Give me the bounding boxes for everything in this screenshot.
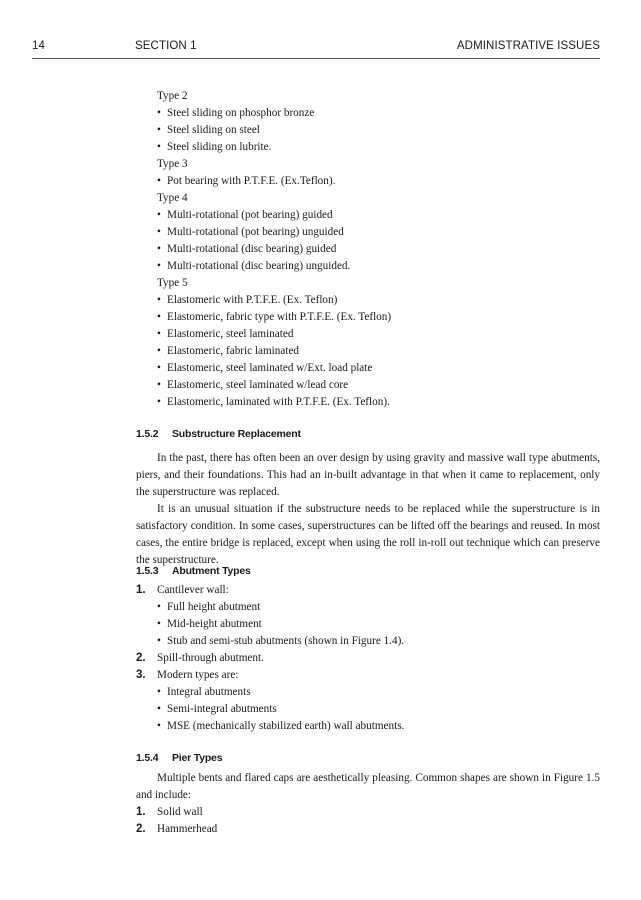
section-number: 1.5.2 xyxy=(136,428,159,440)
bullet-icon: • xyxy=(157,311,161,323)
bullet-icon: • xyxy=(157,635,161,647)
list-number: 2. xyxy=(136,823,146,835)
type-heading: Type 5 xyxy=(157,277,188,289)
list-number: 1. xyxy=(136,806,146,818)
numbered-item: Modern types are: xyxy=(157,669,239,681)
bullet-icon: • xyxy=(157,601,161,613)
list-item: Steel sliding on steel xyxy=(167,124,260,136)
list-item: Elastomeric, steel laminated w/Ext. load plate xyxy=(167,362,373,374)
bullet-icon: • xyxy=(157,209,161,221)
list-item: Elastomeric, steel laminated xyxy=(167,328,294,340)
section-title: Substructure Replacement xyxy=(172,428,301,440)
section-label: SECTION 1 xyxy=(135,40,197,52)
header-rule xyxy=(32,58,600,59)
list-number: 3. xyxy=(136,669,146,681)
bullet-icon: • xyxy=(157,703,161,715)
bullet-icon: • xyxy=(157,328,161,340)
bullet-icon: • xyxy=(157,226,161,238)
numbered-item: Spill-through abutment. xyxy=(157,652,264,664)
list-item: Steel sliding on lubrite. xyxy=(167,141,272,153)
bullet-icon: • xyxy=(157,686,161,698)
type-heading: Type 2 xyxy=(157,90,188,102)
bullet-icon: • xyxy=(157,175,161,187)
paragraph-text: It is an unusual situation if the substructure needs to be replaced while the superstructure is in satisfactory condition. In some cases, superstructures can be lifted off the bearings and reused. In most cases, the entire bridge is replaced, except when using the roll in-roll out technique which can preserve the superstructure. xyxy=(136,503,600,566)
running-header xyxy=(32,40,600,58)
bullet-icon: • xyxy=(157,362,161,374)
list-item: Pot bearing with P.T.F.E. (Ex.Teflon). xyxy=(167,175,336,187)
list-item: Elastomeric, laminated with P.T.F.E. (Ex. Teflon). xyxy=(167,396,390,408)
bullet-icon: • xyxy=(157,618,161,630)
list-item: Elastomeric, fabric type with P.T.F.E. (Ex. Teflon) xyxy=(167,311,392,323)
paragraph xyxy=(136,501,600,569)
list-number: 1. xyxy=(136,584,146,596)
list-item: Semi-integral abutments xyxy=(167,703,277,715)
list-item: Integral abutments xyxy=(167,686,251,698)
bullet-icon: • xyxy=(157,243,161,255)
list-number: 2. xyxy=(136,652,146,664)
section-title: Abutment Types xyxy=(172,565,251,577)
list-item: MSE (mechanically stabilized earth) wall abutments. xyxy=(167,720,405,732)
list-item: Mid-height abutment xyxy=(167,618,262,630)
list-item: Multi-rotational (pot bearing) guided xyxy=(167,209,333,221)
paragraph-text: In the past, there has often been an over design by using gravity and massive wall type abutments, piers, and their foundations. This had an in-built advantage in that when it came to replacement, only the superstructure was replaced. xyxy=(136,452,600,498)
bullet-icon: • xyxy=(157,396,161,408)
paragraph-text: Multiple bents and flared caps are aesthetically pleasing. Common shapes are shown in Figure 1.5 and include: xyxy=(136,772,600,801)
list-item: Stub and semi-stub abutments (shown in Figure 1.4). xyxy=(167,635,405,647)
section-title: Pier Types xyxy=(172,752,223,764)
section-number: 1.5.4 xyxy=(136,752,159,764)
numbered-item: Hammerhead xyxy=(157,823,218,835)
section-heading-1-5-3 xyxy=(136,565,251,577)
page-number: 14 xyxy=(32,40,45,52)
bullet-icon: • xyxy=(157,379,161,391)
numbered-item: Cantilever wall: xyxy=(157,584,229,596)
bullet-icon: • xyxy=(157,720,161,732)
paragraph xyxy=(136,450,600,501)
bullet-icon: • xyxy=(157,294,161,306)
chapter-title: ADMINISTRATIVE ISSUES xyxy=(456,40,600,52)
list-item: Multi-rotational (pot bearing) unguided xyxy=(167,226,344,238)
list-item: Multi-rotational (disc bearing) unguided. xyxy=(167,260,351,272)
section-heading-1-5-4 xyxy=(136,752,222,764)
type-heading: Type 3 xyxy=(157,158,188,170)
list-item: Steel sliding on phosphor bronze xyxy=(167,107,315,119)
bullet-icon: • xyxy=(157,107,161,119)
list-item: Elastomeric with P.T.F.E. (Ex. Teflon) xyxy=(167,294,338,306)
list-item: Elastomeric, fabric laminated xyxy=(167,345,300,357)
bullet-icon: • xyxy=(157,345,161,357)
paragraph xyxy=(136,770,600,804)
list-item: Multi-rotational (disc bearing) guided xyxy=(167,243,337,255)
bullet-icon: • xyxy=(157,260,161,272)
list-item: Full height abutment xyxy=(167,601,261,613)
list-item: Elastomeric, steel laminated w/lead core xyxy=(167,379,349,391)
bullet-icon: • xyxy=(157,124,161,136)
section-number: 1.5.3 xyxy=(136,565,159,577)
numbered-item: Solid wall xyxy=(157,806,203,818)
section-heading-1-5-2 xyxy=(136,428,301,440)
type-heading: Type 4 xyxy=(157,192,188,204)
bullet-icon: • xyxy=(157,141,161,153)
